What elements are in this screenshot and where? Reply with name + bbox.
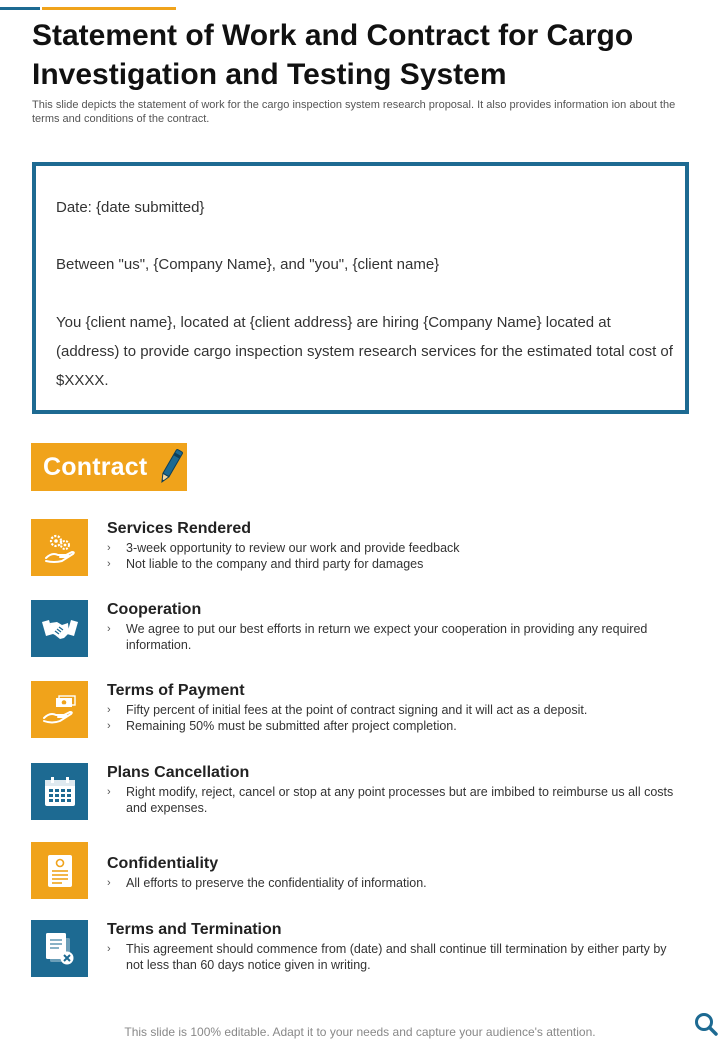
page-title: Statement of Work and Contract for Cargo Investigation and Testing System — [32, 19, 634, 91]
contract-banner — [31, 443, 187, 491]
chevron-right-icon: › — [107, 623, 111, 635]
chevron-right-icon: › — [107, 720, 111, 732]
cancel-document-icon — [43, 931, 77, 967]
item-bullets — [107, 621, 687, 653]
item-bullets — [107, 702, 687, 734]
bullet: › 3-week opportunity to review our work and provide feedback — [107, 541, 460, 555]
money-hand-icon-box — [31, 681, 88, 738]
statement-of-work-box — [32, 162, 689, 414]
handshake-icon — [40, 614, 80, 644]
chevron-right-icon: › — [107, 704, 111, 716]
contract-label: Contract — [43, 452, 148, 481]
item-heading: Terms of Payment — [107, 682, 245, 699]
document-icon-box — [31, 842, 88, 899]
sow-body: You {client name}, located at {client address} are hiring {Company Name} located at (address) to provide cargo inspection system research services for the estimated total cost of $XXXX. — [56, 314, 673, 389]
cancel-document-icon-box — [31, 920, 88, 977]
chevron-right-icon: › — [107, 542, 111, 554]
handshake-icon-box — [31, 600, 88, 657]
item-bullets — [107, 941, 687, 973]
top-accent-line-orange — [42, 7, 176, 10]
item-bullets — [107, 540, 687, 572]
item-bullets — [107, 784, 687, 816]
item-bullets — [107, 875, 687, 891]
top-accent-line-blue — [0, 7, 40, 10]
item-heading: Confidentiality — [107, 855, 219, 872]
item-heading: Cooperation — [107, 601, 202, 618]
item-heading: Plans Cancellation — [107, 764, 250, 781]
pen-icon — [157, 446, 183, 488]
bullet: › Not liable to the company and third party for damages — [107, 557, 424, 571]
bullet: › Fifty percent of initial fees at the point of contract signing and it will act as a deposit. — [107, 703, 588, 717]
bullet: › All efforts to preserve the confidentiality of information. — [107, 876, 427, 890]
gears-hand-icon-box — [31, 519, 88, 576]
calendar-icon-box — [31, 763, 88, 820]
sow-between-line: Between "us", {Company Name}, and "you", {client name} — [56, 256, 440, 273]
page-subtitle: This slide depicts the statement of work for the cargo inspection system research proposal. It also provides information ion about the terms and conditions of the contract. — [32, 99, 676, 125]
chevron-right-icon: › — [107, 877, 111, 889]
chevron-right-icon: › — [107, 558, 111, 570]
document-icon — [46, 854, 74, 888]
sow-date-line: Date: {date submitted} — [56, 199, 205, 216]
gears-hand-icon — [42, 530, 78, 566]
bullet: › This agreement should commence from (date) and shall continue till termination by either party by not less than 60 days notice given in writing. — [107, 942, 667, 972]
chevron-right-icon: › — [107, 786, 111, 798]
search-icon[interactable] — [694, 1012, 718, 1036]
item-heading: Terms and Termination — [107, 921, 282, 938]
item-heading: Services Rendered — [107, 520, 252, 537]
chevron-right-icon: › — [107, 943, 111, 955]
bullet: › We agree to put our best efforts in return we expect your cooperation in providing any required information. — [107, 622, 648, 652]
bullet: › Remaining 50% must be submitted after project completion. — [107, 719, 457, 733]
bullet: › Right modify, reject, cancel or stop at any point processes but are imbibed to reimburse us all costs and expenses. — [107, 785, 674, 815]
money-hand-icon — [41, 693, 79, 727]
calendar-icon — [43, 776, 77, 808]
footer-note: This slide is 100% editable. Adapt it to your needs and capture your audience's attention. — [124, 1025, 596, 1039]
